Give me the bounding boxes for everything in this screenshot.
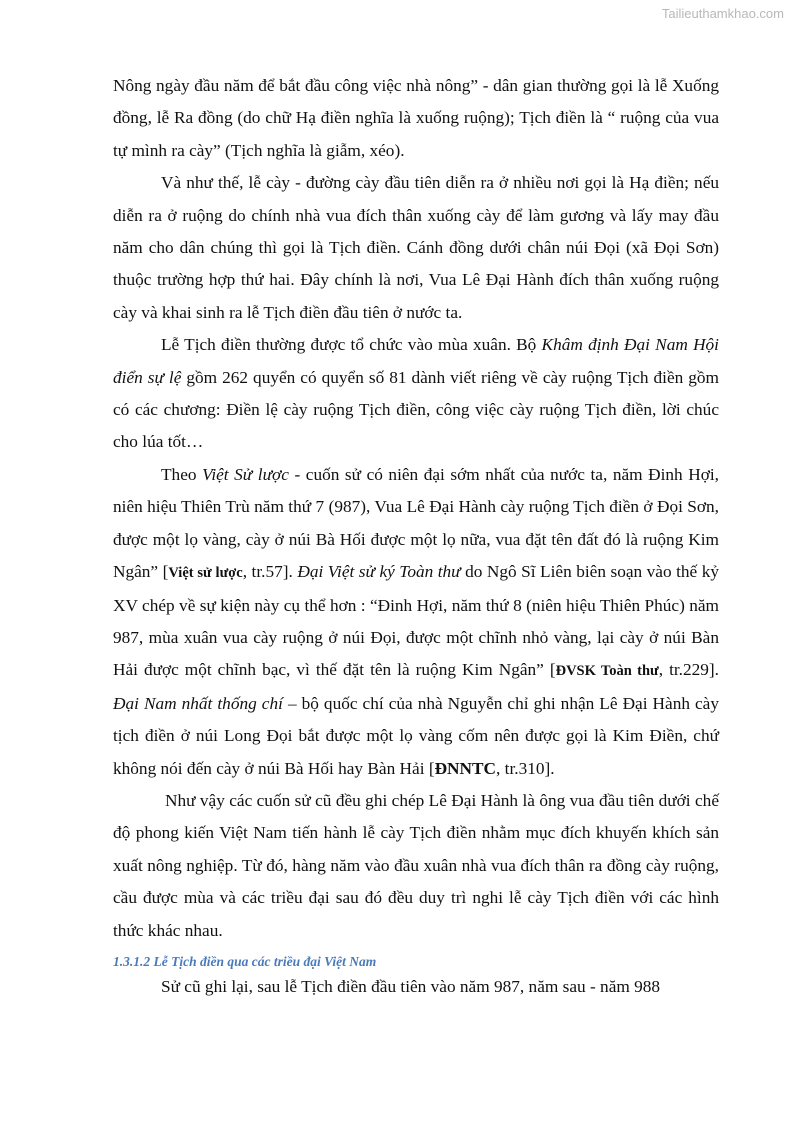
- paragraph-1: Nông ngày đầu năm để bắt đầu công việc nhà nông” - dân gian thường gọi là lễ Xuống đồng, lễ Ra đồng (do chữ Hạ điền nghĩa là xuống ruộng); Tịch điền là “ ruộng của vua tự mình ra cày” (Tịch nghĩa là giẫm, xéo).: [113, 76, 719, 160]
- book-title-khamdinh: Khâm định Đại Nam Hội điển sự lệ: [113, 335, 719, 387]
- watermark: Tailieuthamkhao.com: [661, 6, 784, 21]
- citation-dvsk: ĐVSK Toàn thư: [555, 663, 659, 680]
- paragraph-3: [113, 329, 719, 459]
- text-run: , tr.57].: [242, 562, 298, 582]
- paragraph-2: Và như thế, lễ cày - đường cày đầu tiên diễn ra ở nhiều nơi gọi là Hạ điền; nếu diễn ra ở ruộng do chính nhà vua đích thân xuống cày để làm gương và lấy may đầu năm cho dân chúng thì gọi là Tịch điền. Cánh đồng dưới chân núi Đọi (xã Đọi Sơn) thuộc trường hợp thứ hai. Đây chính là nơi, Vua Lê Đại Hành đích thân xuống ruộng cày và khai sinh ra lễ Tịch điền đầu tiên ở nước ta.: [113, 173, 719, 322]
- text-run: Lễ Tịch điền thường được tổ chức vào mùa xuân. Bộ: [161, 335, 542, 355]
- section-heading: 1.3.1.2 Lễ Tịch điền qua các triều đại Việt Nam: [113, 953, 377, 969]
- text-run: , tr.229].: [658, 660, 719, 680]
- paragraph-4: [113, 459, 719, 785]
- text-run: - cuốn sử có niên đại sớm nhất của nước ta, năm Đinh Hợi, niên hiệu Thiên Trù năm thứ 7 (987), Vua Lê Đại Hành cày ruộng Tịch điền ở Đọi Sơn, được một lọ vàng, cày ở núi Bà Hối được một lọ nữa, vua đặt tên đất đó là ruộng Kim Ngân” [: [113, 464, 719, 582]
- text-run: do Ngô Sĩ Liên biên soạn vào thế kỷ XV chép về sự kiện này cụ thể hơn : “Đinh Hợi, năm thứ 8 (niên hiệu Thiên Phúc) năm 987, mùa xuân vua cày ruộng ở núi Đọi, được một chĩnh nhỏ vàng, lại cày ở núi Bàn Hải được một chĩnh bạc, vì thế đặt tên là ruộng Kim Ngân” [: [113, 562, 719, 680]
- book-title-dai-nam: Đại Nam nhất thống chí: [113, 693, 283, 713]
- paragraph-5: Như vậy các cuốn sử cũ đều ghi chép Lê Đại Hành là ông vua đầu tiên dưới chế độ phong kiến Việt Nam tiến hành lễ cày Tịch điền nhằm mục đích khuyến khích sản xuất nông nghiệp. Từ đó, hàng năm vào đầu xuân nhà vua đích thân ra đồng cày ruộng, cầu được mùa và các triều đại sau đó đều duy trì nghi lễ cày Tịch điền với các hình thức khác nhau.: [113, 790, 719, 940]
- book-title-viet-su-luoc: Việt Sử lược: [202, 464, 289, 484]
- paragraph-6: Sử cũ ghi lại, sau lễ Tịch điền đầu tiên vào năm 987, năm sau - năm 988: [161, 976, 661, 996]
- citation-dnntc: ĐNNTC: [434, 758, 497, 778]
- text-run: Theo: [161, 464, 203, 484]
- book-title-toan-thu: Đại Việt sử ký Toàn thư: [297, 562, 461, 582]
- page-body: [113, 70, 719, 1003]
- text-run: gồm 262 quyển có quyển số 81 dành viết riêng về cày ruộng Tịch điền gồm có các chương: Điền lệ cày ruộng Tịch điền, công việc cày ruộng Tịch điền, lời chúc cho lúa tốt…: [113, 367, 719, 452]
- citation-viet-su-luoc: Việt sử lược: [168, 565, 243, 582]
- text-run: – bộ quốc chí của nhà Nguyễn chỉ ghi nhận Lê Đại Hành cày tịch điền ở núi Long Đọi bắt được một lọ vàng cốm nên được gọi là Kim Điền, chứ không nói đến cày ở núi Bà Hối hay Bàn Hải [: [113, 693, 719, 778]
- text-run: , tr.310].: [496, 758, 555, 778]
